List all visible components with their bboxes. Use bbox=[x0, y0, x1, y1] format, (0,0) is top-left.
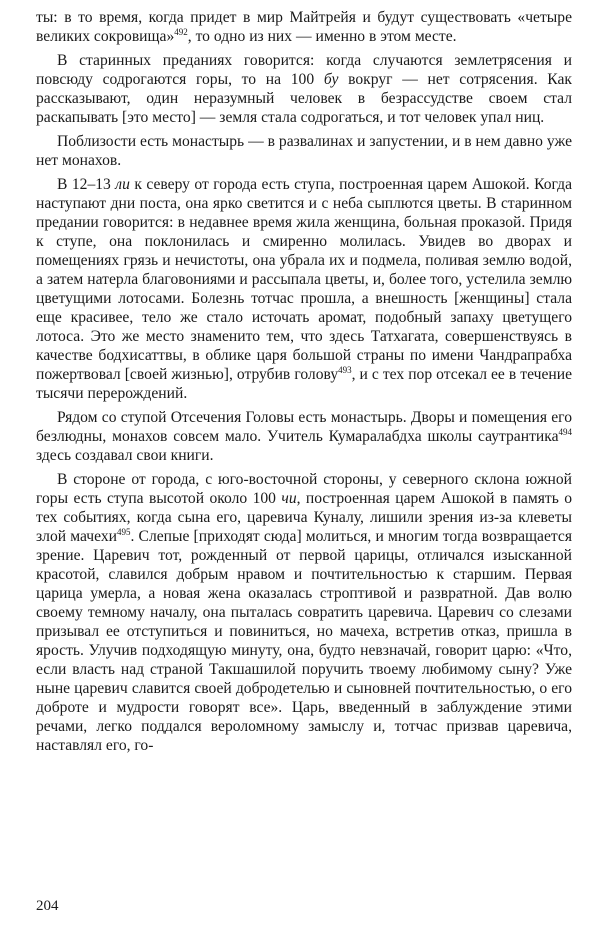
footnote-ref-494[interactable]: 494 bbox=[558, 426, 572, 437]
footnote-ref-492[interactable]: 492 bbox=[174, 26, 188, 37]
paragraph-4: В 12–13 ли к северу от города есть ступа, построенная царем Ашокой. Когда наступают дни поста, она ярко светится и с неба сыплются цветы. В старинном предании говорится: в недавнее время жила женщина, больная проказой. Придя к ступе, она поклонилась и смиренно молилась. Увидев во дворах и помещениях грязь и нечистоты, она убрала их и подмела, поливая землю водой, а затем натерла благовониями и рассыпала цветы, и, более того, устелила землю цветущими лотосами. Болезнь тотчас прошла, а внешность [женщины] стала еще красивее, тело же стало источать аромат, подобный запаху цветущего лотоса. Это же место знаменито тем, что здесь Татхагата, совершенствуясь в качестве бодхисаттвы, в облике царя большой страны по имени Чандрапрабха пожертвовал [своей жизнью], отрубив голову$^{493}$, и с тех пор отсекал ее в течение тысячи перерождений. bbox=[36, 176, 572, 402]
page-body bbox=[36, 8, 572, 760]
paragraph-2: В старинных преданиях говорится: когда случаются землетрясения и повсюду содрогаются горы, то на 100 бу вокруг — нет сотрясения. Как рассказывают, один неразумный человек в безрассудстве своем стал раскапывать [это место] — земля стала содрогаться, и тот человек упал ниц. bbox=[36, 52, 572, 126]
paragraph-3: Поблизости есть монастырь — в развалинах и запустении, и в нем давно уже нет монахов. bbox=[36, 133, 572, 169]
page-number: 204 bbox=[36, 898, 59, 914]
footnote-ref-493[interactable]: 493 bbox=[338, 364, 352, 375]
paragraph-6: В стороне от города, с юго-восточной стороны, у северного склона южной горы есть ступа высотой около 100 чи, построенная царем Ашокой в память о тех событиях, когда сына его, царевича Куналу, лишили зрения из-за клеветы злой мачехи$^{495}$. Слепые [приходят сюда] молиться, и многим тогда возвращается зрение. Царевич тот, рожденный от первой царицы, отличался изысканной красотой, славился добрым нравом и почтительностью к старшим. Первая царица умерла, а новая жена оказалась строптивой и развратной. Дав волю своему темному началу, она пыталась совратить царевича. Царевич со слезами призывал ее отступиться и повиниться, но мачеха, встретив отказ, пришла в ярость. Улучив подходящую минуту, она, будто невзначай, говорит царю: «Что, если власть над страной Такшашилой поручить твоему любимому сыну? Уже ныне царевич славится своей добродетелью и сыновней почтительностью, о его доброте и мудрости говорят все». Царь, введенный в заблуждение этими речами, легко поддался вероломному замыслу и, тотчас призвав царевича, наставлял его, го- bbox=[36, 471, 572, 754]
footnote-ref-495[interactable]: 495 bbox=[117, 526, 131, 537]
paragraph-1: ты: в то время, когда придет в мир Майтрейя и будут существовать «четыре великих сокровища»$^{492}$, то одно из них — именно в этом месте. bbox=[36, 9, 572, 45]
paragraph-5: Рядом со ступой Отсечения Головы есть монастырь. Дворы и помещения его безлюдны, монахов совсем мало. Учитель Кумаралабдха школы саутрантика$^{494}$ здесь создавал свои книги. bbox=[36, 409, 572, 464]
